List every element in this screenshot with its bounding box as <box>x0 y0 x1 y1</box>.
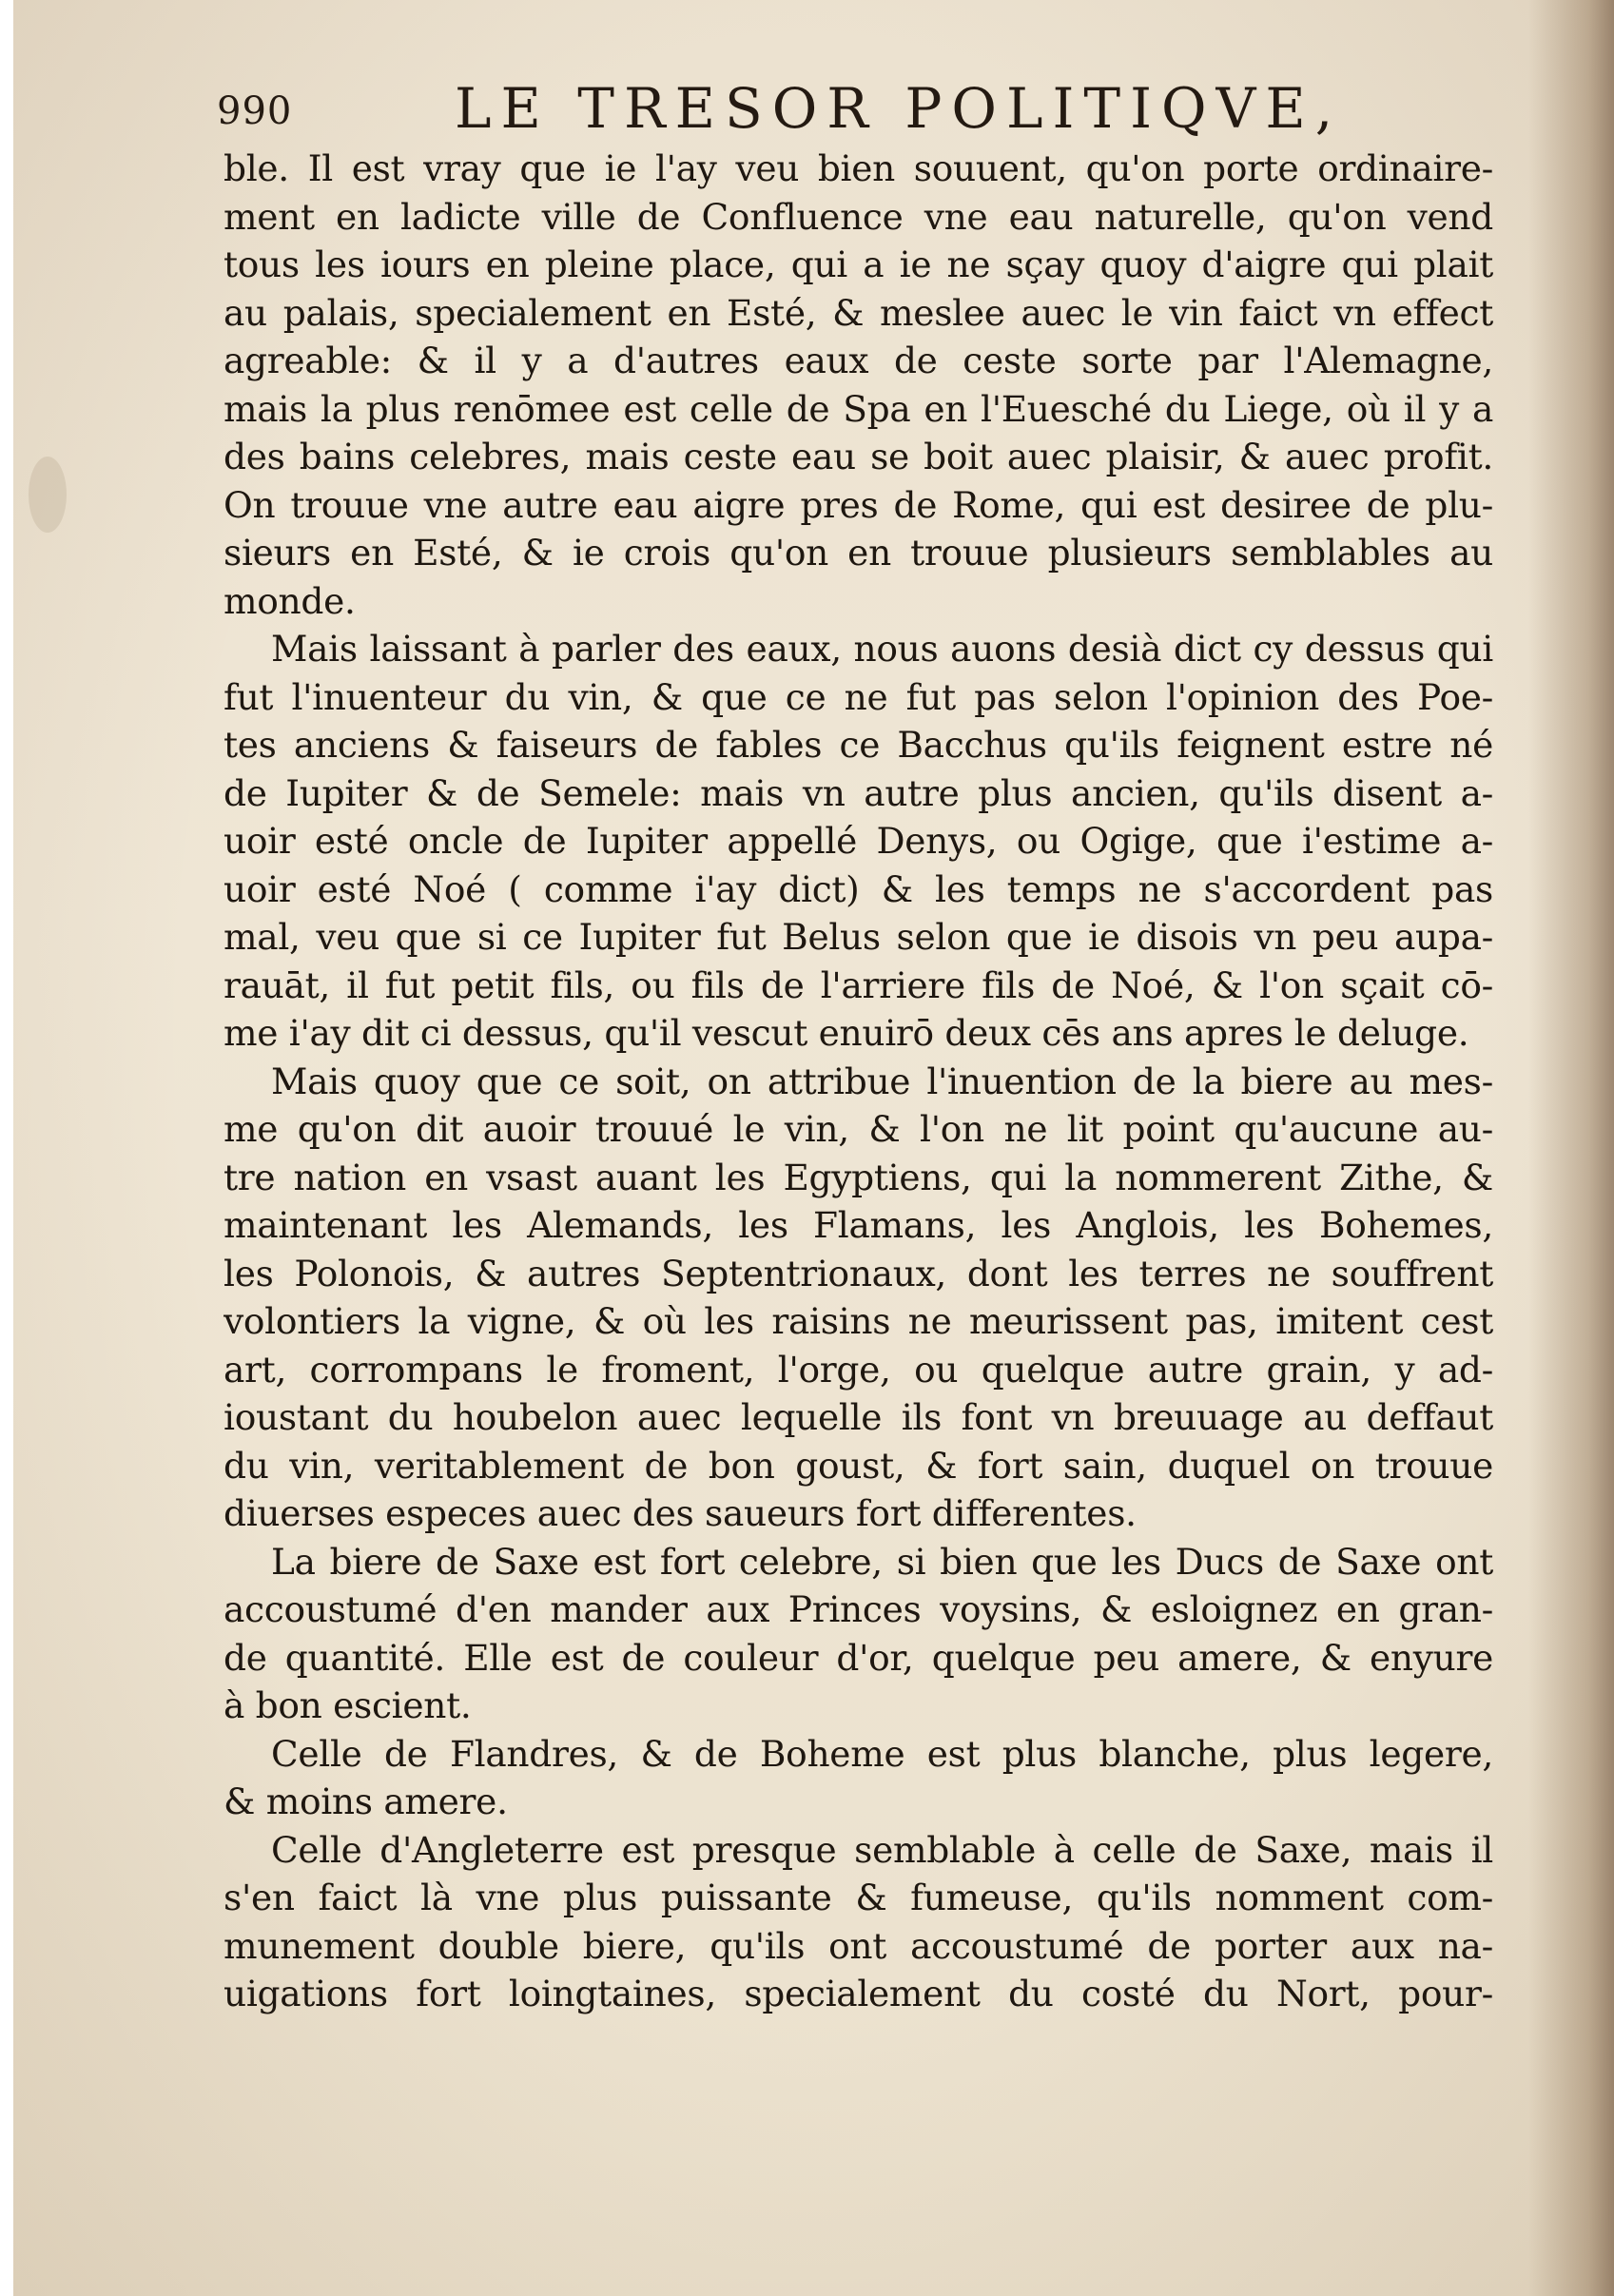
scan-margin <box>0 0 13 2296</box>
page-header <box>217 68 1406 141</box>
paper-stain <box>29 457 67 533</box>
binding-shadow <box>1528 0 1614 2296</box>
text-line: diuerses especes auec des saueurs fort differentes. <box>224 1492 1137 1534</box>
text-line: sieurs en Esté, & ie crois qu'on en trouue plusieurs semblables au <box>224 532 1493 574</box>
text-line: maintenant les Alemands, les Flamans, les Anglois, les Bohemes, <box>224 1204 1493 1246</box>
text-line: de quantité. Elle est de couleur d'or, quelque peu amere, & enyure <box>224 1636 1493 1679</box>
text-line: uigations fort loingtaines, specialement du costé du Nort, pour- <box>224 1973 1493 2014</box>
text-line: au palais, specialement en Esté, & meslee auec le vin faict vn effect <box>224 291 1493 334</box>
text-line: des bains celebres, mais ceste eau se boit auec plaisir, & auec profit. <box>224 436 1493 477</box>
text-line: ment en ladicte ville de Confluence vne eau naturelle, qu'on vend <box>224 195 1493 238</box>
text-line: Celle de Flandres, & de Boheme est plus blanche, plus legere, <box>271 1732 1493 1775</box>
text-line: mal, veu que si ce Iupiter fut Belus selon que ie disois vn peu aupa- <box>224 916 1493 958</box>
text-line: de Iupiter & de Semele: mais vn autre plus ancien, qu'ils disent a- <box>224 771 1493 814</box>
text-line: les Polonois, & autres Septentrionaux, dont les terres ne souffrent <box>224 1252 1493 1294</box>
text-line: du vin, veritablement de bon goust, & fort sain, duquel on trouue <box>224 1444 1493 1487</box>
text-line: rauāt, il fut petit fils, ou fils de l'arriere fils de Noé, & l'on sçait cō- <box>224 963 1493 1006</box>
body-text <box>224 145 1493 2018</box>
text-line: volontiers la vigne, & où les raisins ne meurissent pas, imitent cest <box>224 1300 1493 1342</box>
text-line: uoir esté Noé ( comme i'ay dict) & les temps ne s'accordent pas <box>224 867 1493 910</box>
running-head: LE TRESOR POLITIQVE, <box>455 76 1343 141</box>
text-line: Mais laissant à parler des eaux, nous auons desià dict cy dessus qui <box>271 628 1493 670</box>
text-line: s'en faict là vne plus puissante & fumeuse, qu'ils nomment com- <box>224 1877 1493 1918</box>
text-line: Celle d'Angleterre est presque semblable à celle de Saxe, mais il <box>271 1828 1493 1871</box>
text-line: munement double biere, qu'ils ont accoustumé de porter aux na- <box>224 1924 1493 1967</box>
text-line: On trouue vne autre eau aigre pres de Rome, qui est desiree de plu- <box>224 483 1493 526</box>
text-line: & moins amere. <box>224 1780 508 1822</box>
text-line: me qu'on dit auoir trouué le vin, & l'on ne lit point qu'aucune au- <box>224 1108 1493 1150</box>
text-line: uoir esté oncle de Iupiter appellé Denys, ou Ogige, que i'estime a- <box>224 820 1493 862</box>
text-line: mais la plus renōmee est celle de Spa en l'Euesché du Liege, où il y a <box>224 387 1493 430</box>
text-line: monde. <box>224 579 356 622</box>
text-line: agreable: & il y a d'autres eaux de ceste sorte par l'Alemagne, <box>224 340 1493 381</box>
text-line: accoustumé d'en mander aux Princes voysins, & esloignez en gran- <box>224 1588 1493 1630</box>
text-line: tous les iours en pleine place, qui a ie ne sçay quoy d'aigre qui plait <box>224 243 1493 285</box>
text-line: ble. Il est vray que ie l'ay veu bien souuent, qu'on porte ordinaire- <box>224 147 1493 189</box>
text-line: ioustant du houbelon auec lequelle ils font vn breuuage au deffaut <box>224 1396 1493 1438</box>
text-line: art, corrompans le froment, l'orge, ou quelque autre grain, y ad- <box>224 1348 1493 1391</box>
text-line: Mais quoy que ce soit, on attribue l'inuention de la biere au mes- <box>271 1060 1493 1102</box>
text-line: tes anciens & faiseurs de fables ce Bacchus qu'ils feignent estre né <box>224 724 1493 766</box>
text-line: La biere de Saxe est fort celebre, si bien que les Ducs de Saxe ont <box>271 1540 1493 1583</box>
text-line: à bon escient. <box>224 1684 472 1726</box>
text-line: me i'ay dit ci dessus, qu'il vescut enuirō deux cēs ans apres le deluge. <box>224 1012 1469 1054</box>
text-line: fut l'inuenteur du vin, & que ce ne fut pas selon l'opinion des Poe- <box>224 675 1493 718</box>
text-line: tre nation en vsast auant les Egyptiens, qui la nommerent Zithe, & <box>224 1156 1493 1198</box>
page-number: 990 <box>217 89 293 133</box>
